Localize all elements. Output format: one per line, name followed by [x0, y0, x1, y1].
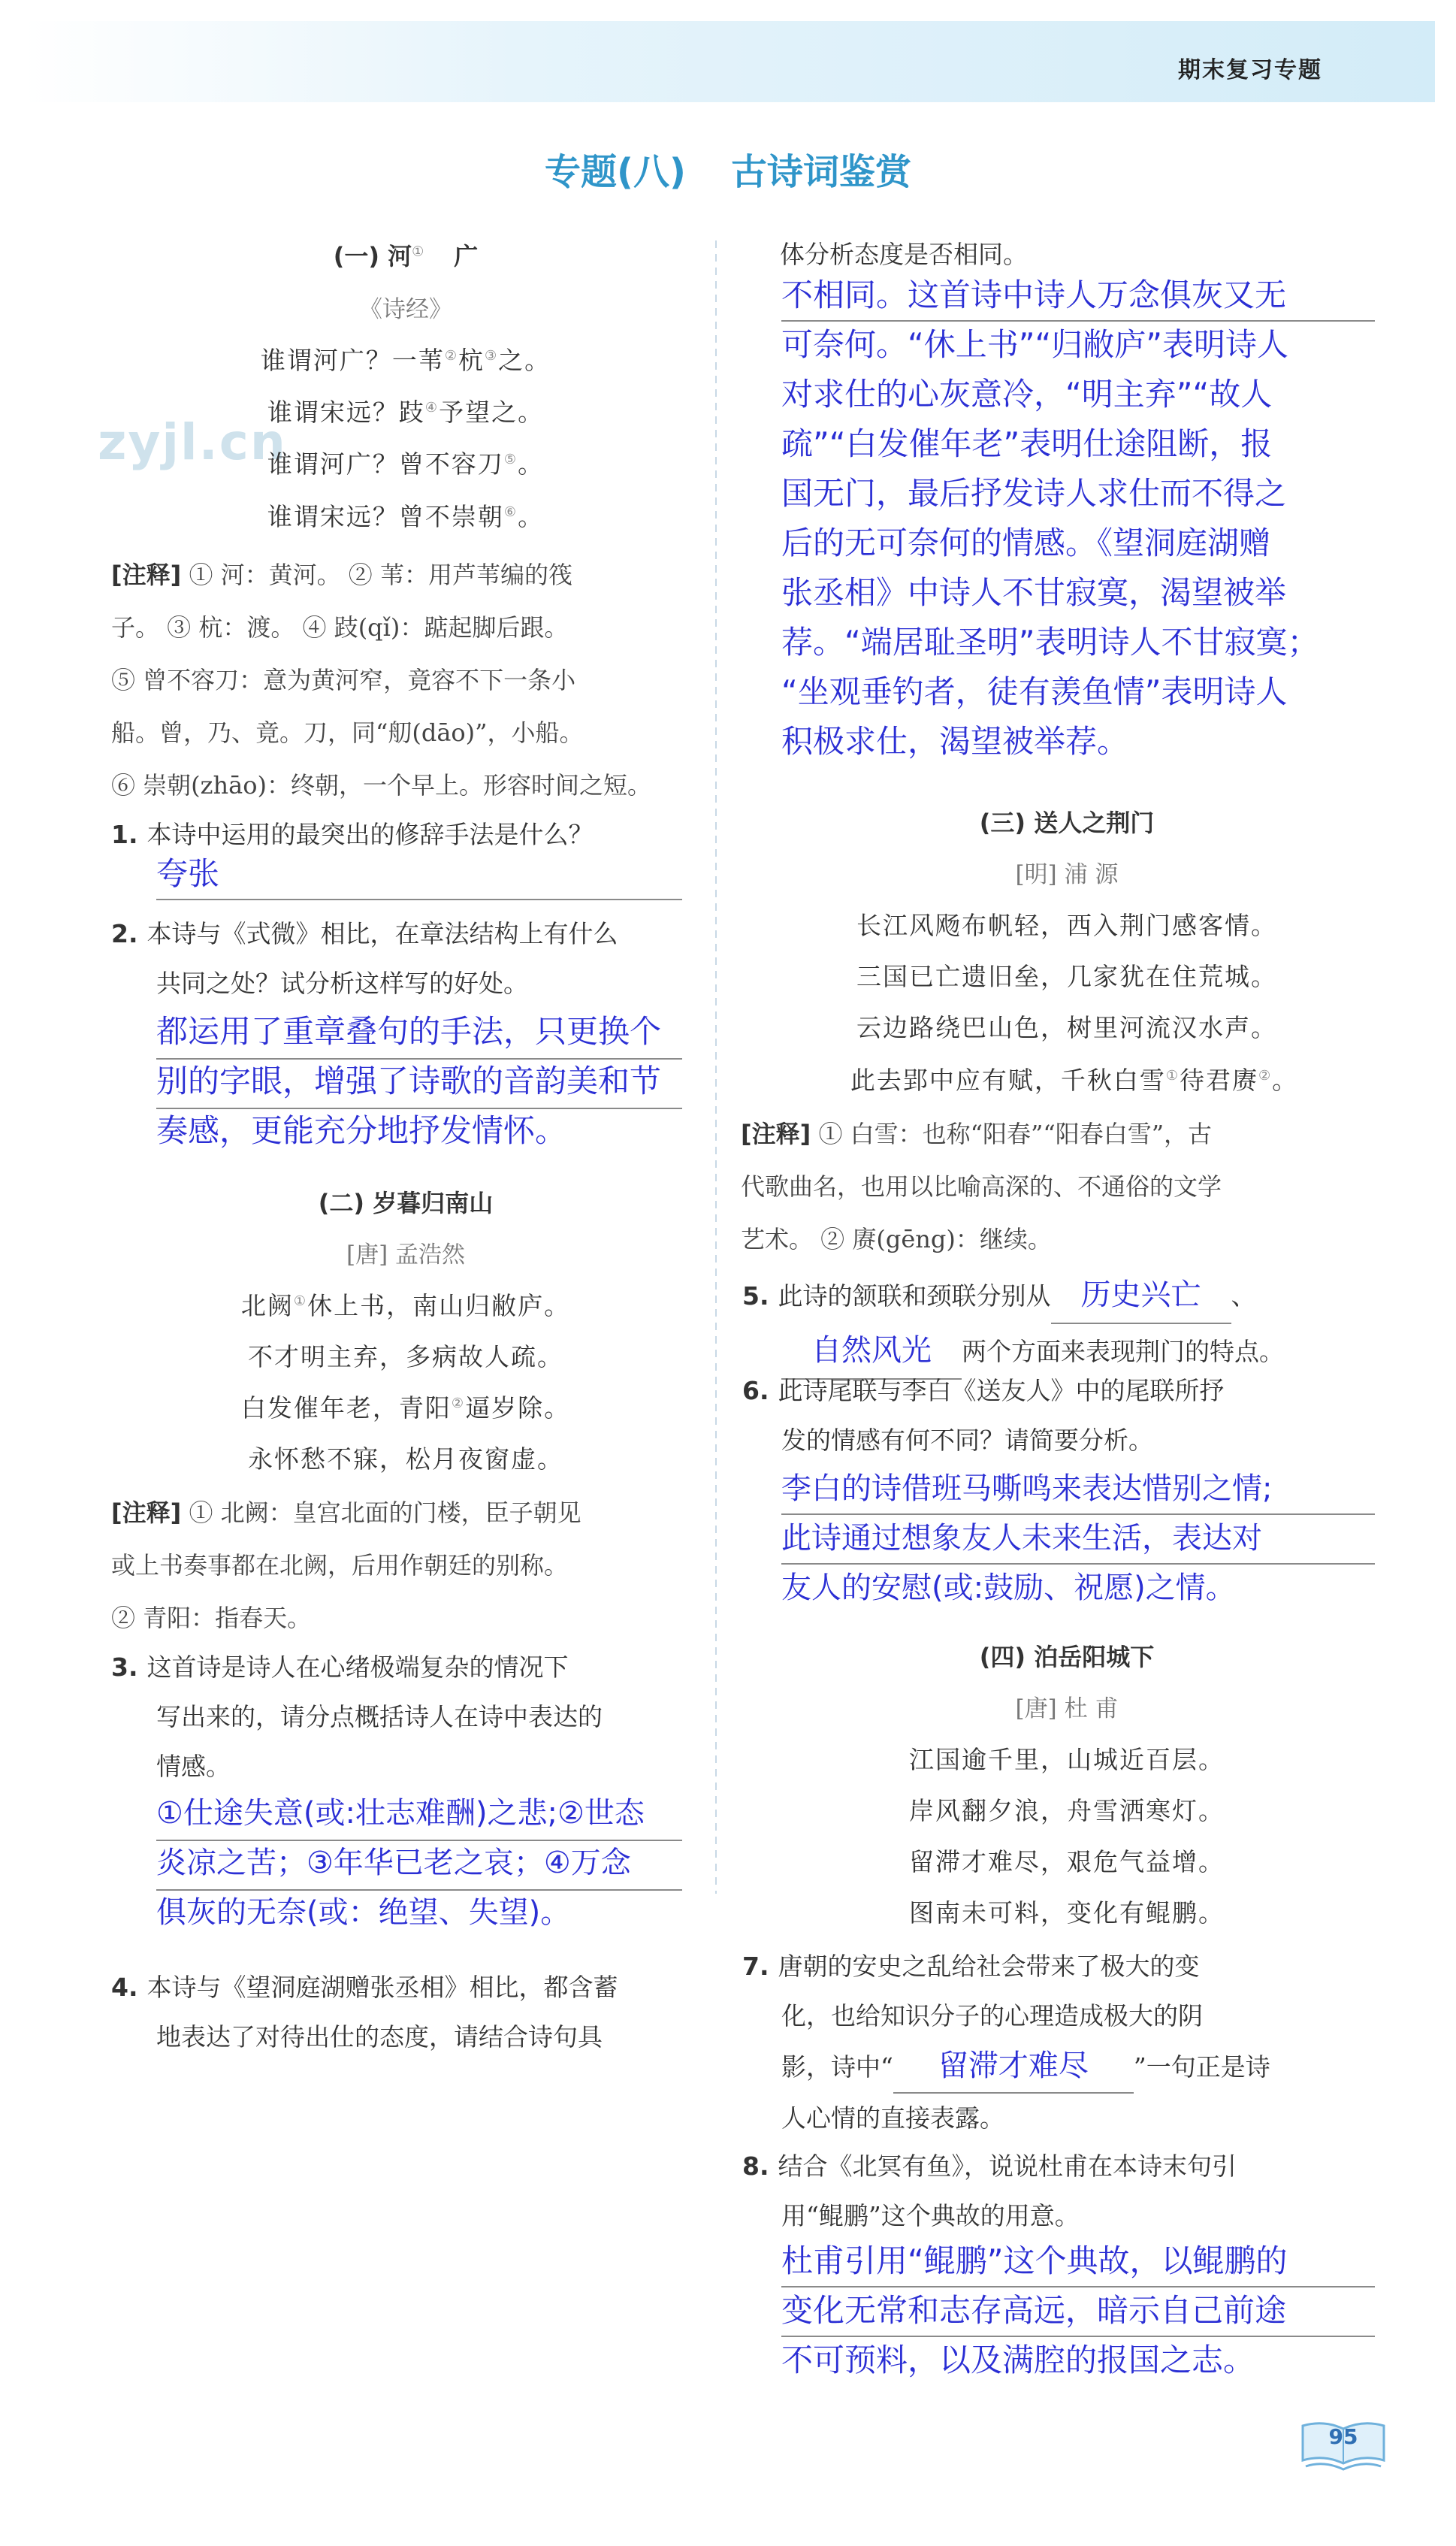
answer-line-text: 国无门，最后抒发诗人求仕而不得之: [781, 475, 1287, 512]
column-divider: [715, 240, 717, 1894]
note-line: 或上书奏事都在北阙，后用作朝廷的别称。: [111, 1551, 569, 1580]
poem-text: 之。: [498, 346, 551, 375]
question-text: 结合《北冥有鱼》，说说杜甫在本诗末句引: [778, 2151, 1237, 2181]
question-text: 此诗尾联与李白《送友人》中的尾联所抒: [778, 1376, 1225, 1405]
page-number-badge: [1298, 2418, 1388, 2474]
question-number: 1.: [111, 820, 138, 849]
question-number: 8.: [742, 2151, 769, 2181]
sec2-title: (二) 岁暮归南山: [318, 1189, 494, 1217]
note-line: ⑤ 曾不容刀：意为黄河窄，竟容不下一条小: [111, 666, 576, 694]
answer-8: [781, 2236, 1397, 2385]
question-text: 影，诗中“: [781, 2052, 893, 2082]
sec1-title-text: (一) 河: [333, 242, 412, 271]
question-3: [111, 1643, 705, 1792]
question-text: 唐朝的安史之乱给社会带来了极大的变: [778, 1952, 1200, 1981]
question-text: 此诗的颔联和颈联分别从: [778, 1281, 1051, 1311]
question-number: 6.: [742, 1376, 769, 1405]
poem-note-mark: ④: [424, 400, 440, 416]
answer-line: [781, 2286, 1375, 2287]
question-5: [742, 1268, 1396, 1380]
sec2-poem-line: 不才明主弃，多病故人疏。: [248, 1342, 563, 1371]
answer-line-text: 不相同。这首诗中诗人万念俱灰又无: [781, 277, 1287, 313]
question-text: 发的情感有何不同？请简要分析。: [781, 1426, 1153, 1455]
answer-line-text: 奏感，更能充分地抒发情怀。: [156, 1112, 567, 1149]
sec2-poem-line: 永怀愁不寐，松月夜窗虚。: [248, 1444, 563, 1474]
header-label: 期末复习专题: [1178, 57, 1322, 83]
poem-note-mark: ②: [1258, 1068, 1273, 1084]
note-line: 艺术。 ② 赓(gēng)：继续。: [741, 1225, 1052, 1253]
poem-text: 北阙: [240, 1291, 294, 1320]
note-line: ⑥ 崇朝(zhāo)：终朝，一个早上。形容时间之短。: [111, 771, 651, 800]
question-text: 共同之处？试分析这样写的好处。: [156, 969, 528, 998]
sec2-notes: [111, 1486, 705, 1644]
sec3-poem-line: [751, 1061, 1397, 1096]
sec2-poem-line: [105, 1287, 706, 1322]
sec4-title: (四) 泊岳阳城下: [979, 1643, 1155, 1671]
sec3-title: (三) 送人之荆门: [979, 809, 1155, 837]
answer-line: [781, 2336, 1375, 2337]
watermark: zyjl.cn: [98, 413, 287, 471]
note-line: ① 北阙：皇宫北面的门楼，臣子朝见: [189, 1498, 581, 1527]
question-text: 这首诗是诗人在心绪极端复杂的情况下: [147, 1652, 569, 1682]
poem-note-mark: ③: [485, 348, 499, 364]
blank-answer: 留滞才难尽: [938, 2049, 1089, 2083]
note-line: 船。曾，乃、竟。刀，同“舠(dāo)”，小船。: [111, 718, 584, 747]
poem-note-mark: ②: [444, 348, 458, 364]
poem-text: 谁谓河广？一苇: [260, 346, 445, 375]
sec1-poem-line: [105, 497, 706, 533]
answer-blank-1[interactable]: [1051, 1268, 1231, 1324]
poem-text: 待君赓: [1180, 1066, 1258, 1095]
poem-text: 。: [518, 502, 545, 531]
answer-line-text: 此诗通过想象友人未来生活，表达对: [781, 1521, 1262, 1556]
poem-text: 谁谓河广？曾不容刀: [267, 449, 504, 479]
question-8: [742, 2142, 1396, 2241]
answer-line: [781, 1513, 1375, 1515]
answer-6: [781, 1464, 1397, 1613]
sec1-poem-line: [105, 341, 706, 376]
question-text: 、: [1231, 1281, 1256, 1311]
question-7: [742, 1942, 1396, 2143]
question-text: 情感。: [156, 1752, 231, 1781]
question-4: [111, 1963, 705, 2062]
sec1-author: 《诗经》: [359, 296, 452, 323]
poem-text: 予望之。: [439, 398, 545, 427]
title-number: 专题(八): [545, 151, 686, 193]
answer-line: [156, 1058, 682, 1060]
poem-text: 谁谓宋远？跂: [267, 398, 425, 427]
title-text: 古诗词鉴赏: [730, 151, 911, 193]
note-tag: [注释]: [741, 1120, 811, 1148]
sec3-author: [明] 浦 源: [1015, 861, 1119, 888]
answer-line-text: 杜甫引用“鲲鹏”这个典故，以鲲鹏的: [781, 2242, 1288, 2279]
answer-line-text: 友人的安慰(或:鼓励、祝愿)之情。: [781, 1571, 1236, 1605]
answer-line-text: 李白的诗借班马嘶鸣来表达惜别之情;: [781, 1471, 1273, 1506]
question-text: 地表达了对待出仕的态度，请结合诗句具: [156, 2022, 603, 2052]
answer-line-text: 都运用了重章叠句的手法，只更换个: [156, 1013, 662, 1050]
sec2-author: [唐] 孟浩然: [346, 1241, 466, 1268]
question-text: 两个方面来表现荆门的特点。: [962, 1337, 1284, 1366]
answer-line: [781, 320, 1375, 322]
answer-line-text: 张丞相》中诗人不甘寂寞，渴望被举: [781, 574, 1287, 611]
answer-4: [781, 271, 1397, 767]
question-text: ”一句正是诗: [1133, 2052, 1270, 2082]
sec3-poem-line: 三国已亡遗旧垒，几家犹在住荒城。: [856, 962, 1277, 991]
sec1-title: [105, 237, 706, 272]
answer-blank-7[interactable]: [893, 2041, 1134, 2094]
question-text: 本诗与《式微》相比，在章法结构上有什么: [147, 919, 618, 948]
note-tag: [注释]: [111, 561, 182, 589]
note-line: ② 青阳：指春天。: [111, 1604, 312, 1632]
note-line: 子。 ③ 杭：渡。 ④ 跂(qǐ)：踮起脚后跟。: [111, 613, 569, 642]
question-number: 5.: [742, 1281, 769, 1311]
sec1-title-end: 广: [454, 242, 479, 271]
sec4-poem-line: 留滞才难尽，艰危气益增。: [909, 1847, 1225, 1876]
answer-line: [156, 1108, 682, 1109]
question-text: 本诗与《望洞庭湖赠张丞相》相比，都含蓄: [147, 1973, 618, 2002]
sec3-poem-line: 长江风飏布帆轻，西入荆门感客情。: [856, 911, 1277, 940]
sec2-poem-line: [105, 1389, 706, 1424]
poem-text: 白发催年老，青阳: [240, 1393, 452, 1423]
question-2: [111, 909, 705, 1008]
question-text: 人心情的直接表露。: [781, 2103, 1004, 2133]
poem-text: 杭: [458, 346, 485, 375]
poem-note-mark: ①: [293, 1293, 308, 1309]
question-4-continued: 体分析态度是否相同。: [780, 240, 1028, 269]
question-number: 2.: [111, 919, 138, 948]
question-6: [742, 1366, 1396, 1465]
question-text: 写出来的，请分点概括诗人在诗中表达的: [156, 1702, 603, 1731]
poem-note-mark: ⑤: [503, 452, 518, 467]
answer-line-text: 变化无常和志存高远，暗示自己前途: [781, 2292, 1287, 2329]
answer-line-text: 炎凉之苦；③年华已老之哀；④万念: [156, 1846, 631, 1880]
answer-line-text: 疏”“白发催年老”表明仕途阻断，报: [781, 425, 1273, 462]
answer-line-text: 后的无可奈何的情感。《望洞庭湖赠: [781, 525, 1271, 561]
question-number: 3.: [111, 1652, 138, 1682]
poem-text: 逼岁除。: [465, 1393, 571, 1423]
answer-line-text: 不可预料，以及满腔的报国之志。: [781, 2342, 1255, 2378]
poem-text: 谁谓宋远？曾不崇朝: [267, 502, 504, 531]
sec4-author: [唐] 杜 甫: [1015, 1695, 1119, 1722]
answer-line-text: 别的字眼，增强了诗歌的音韵美和节: [156, 1063, 662, 1099]
page-number: 95: [1328, 2424, 1358, 2449]
sec1-poem-line: [105, 445, 706, 480]
answer-line-text: 俱灰的无奈(或：绝望、失望)。: [156, 1895, 571, 1930]
answer-line-text: 积极求仕，渴望被举荐。: [781, 723, 1129, 760]
sec4-poem-line: 图南未可料，变化有鲲鹏。: [909, 1898, 1225, 1928]
question-text: 用“鲲鹏”这个典故的用意。: [781, 2201, 1080, 2230]
answer-line: [156, 1889, 682, 1891]
question-number: 7.: [742, 1952, 769, 1981]
answer-line: [156, 899, 682, 900]
note-tag: [注释]: [111, 1498, 182, 1527]
page-title: [0, 143, 1456, 195]
question-number: 4.: [111, 1973, 138, 2002]
blank-answer: 自然风光: [811, 1333, 932, 1368]
answer-line-text: 对求仕的心灰意冷，“明主弃”“故人: [781, 376, 1273, 413]
note-line: ① 河：黄河。 ② 苇：用芦苇编的筏: [189, 561, 572, 589]
blank-answer: 历史兴亡: [1080, 1278, 1201, 1312]
answer-3: [156, 1789, 712, 1937]
note-line: 代歌曲名，也用以比喻高深的、不通俗的文学: [741, 1172, 1222, 1201]
answer-line: [156, 1840, 682, 1841]
answer-line-text: ①仕途失意(或:壮志难酬)之悲;②世态: [156, 1796, 645, 1831]
poem-note-mark: ②: [451, 1395, 466, 1411]
sec4-poem-line: 江国逾千里，山城近百层。: [909, 1745, 1225, 1774]
question-text: 化，也给知识分子的心理造成极大的阴: [781, 2001, 1203, 2030]
answer-1: 夸张: [156, 855, 220, 892]
header-band: [23, 21, 1435, 102]
poem-note-mark: ①: [1165, 1068, 1180, 1084]
answer-2: [156, 1007, 712, 1156]
poem-text: 。: [1272, 1066, 1299, 1095]
sec1-poem-line: [105, 393, 706, 428]
poem-text: 休上书，南山归敝庐。: [307, 1291, 571, 1320]
poem-note-mark: ⑥: [503, 504, 518, 520]
answer-line-text: 荐。“端居耻圣明”表明诗人不甘寂寞；: [781, 624, 1319, 661]
poem-text: 此去郢中应有赋，千秋白雪: [850, 1066, 1166, 1095]
answer-line-text: “坐观垂钓者，徒有羡鱼情”表明诗人: [781, 673, 1288, 710]
answer-line-text: 可奈何。“休上书”“归敝庐”表明诗人: [781, 326, 1289, 363]
sec1-notes: [111, 549, 705, 812]
question-text: 本诗中运用的最突出的修辞手法是什么？: [147, 820, 594, 849]
poem-text: 。: [518, 449, 545, 479]
sec3-poem-line: 云边路绕巴山色，树里河流汉水声。: [856, 1013, 1277, 1042]
sec3-notes: [741, 1108, 1394, 1265]
answer-line: [781, 1563, 1375, 1565]
note-line: ① 白雪：也称“阳春”“阳春白雪”，古: [818, 1120, 1213, 1148]
sec1-title-sup: ①: [412, 243, 424, 260]
sec4-poem-line: 岸风翻夕浪，舟雪洒寒灯。: [909, 1796, 1225, 1825]
